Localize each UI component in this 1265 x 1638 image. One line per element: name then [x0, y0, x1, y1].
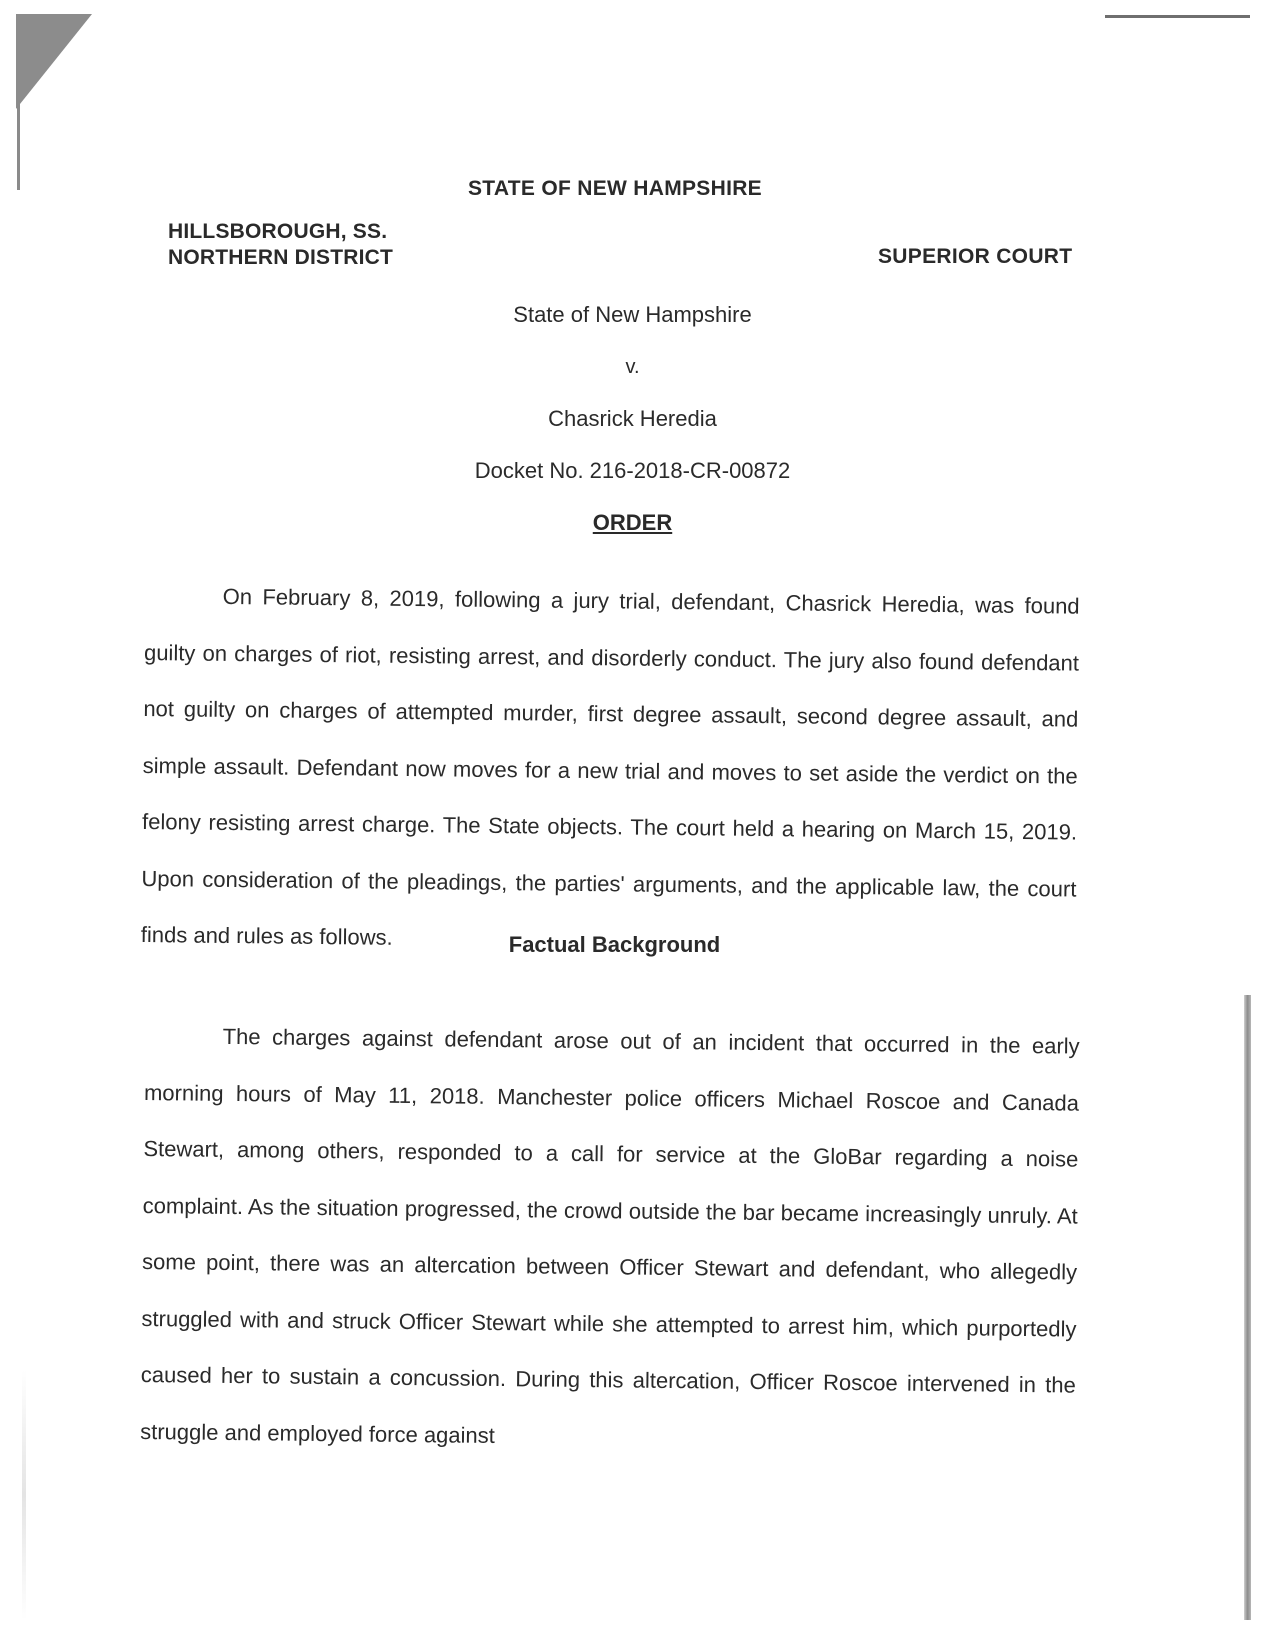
folded-corner-shadow — [16, 14, 96, 114]
background-paragraph: The charges against defendant arose out of an incident that occurred in the early morning hours of May 11, 2018. Manchester police officers Michael Roscoe and Canada Stewart, among others, responded to a call for service at the GloBar regarding a noise complaint. As the situation progressed, the crowd outside the bar became increasingly unruly. At some point, there was an altercation between Officer Stewart and defendant, who allegedly struggled with and struck Officer Stewart while she attempted to arrest him, which purportedly caused her to sustain a concussion. During this altercation, Officer Roscoe intervened in the struggle and employed force against — [140, 1023, 1080, 1448]
county-block — [168, 219, 393, 271]
section-heading: Factual Background — [508, 932, 721, 957]
versus: v. — [625, 356, 640, 378]
order-heading: ORDER — [592, 510, 673, 535]
scan-shadow-left — [22, 1370, 26, 1620]
scan-edge-right — [1244, 995, 1251, 1620]
scan-edge-left — [17, 100, 20, 190]
plaintiff-name: State of New Hampshire — [513, 302, 752, 327]
intro-paragraph: On February 8, 2019, following a jury trial, defendant, Chasrick Heredia, was found guilty on charges of riot, resisting arrest, and disorderly conduct. The jury also found defendant not guilty on charges of attempted murder, first degree assault, second degree assault, and simple assault. Defendant now moves for a new trial and moves to set aside the verdict on the felony resisting arrest charge. The State objects. The court held a hearing on March 15, 2019. Upon consideration of the pleadings, the parties' arguments, and the applicable law, the court finds and rules as follows. — [140, 583, 1080, 950]
court-name: SUPERIOR COURT — [878, 245, 1073, 268]
district-name: NORTHERN DISTRICT — [168, 246, 394, 269]
docket-number: Docket No. 216-2018-CR-00872 — [474, 458, 791, 483]
state-title: STATE OF NEW HAMPSHIRE — [468, 177, 762, 200]
county-name: HILLSBOROUGH, SS. — [168, 220, 388, 243]
scan-edge-top-right — [1105, 15, 1250, 18]
defendant-name: Chasrick Heredia — [548, 406, 717, 431]
